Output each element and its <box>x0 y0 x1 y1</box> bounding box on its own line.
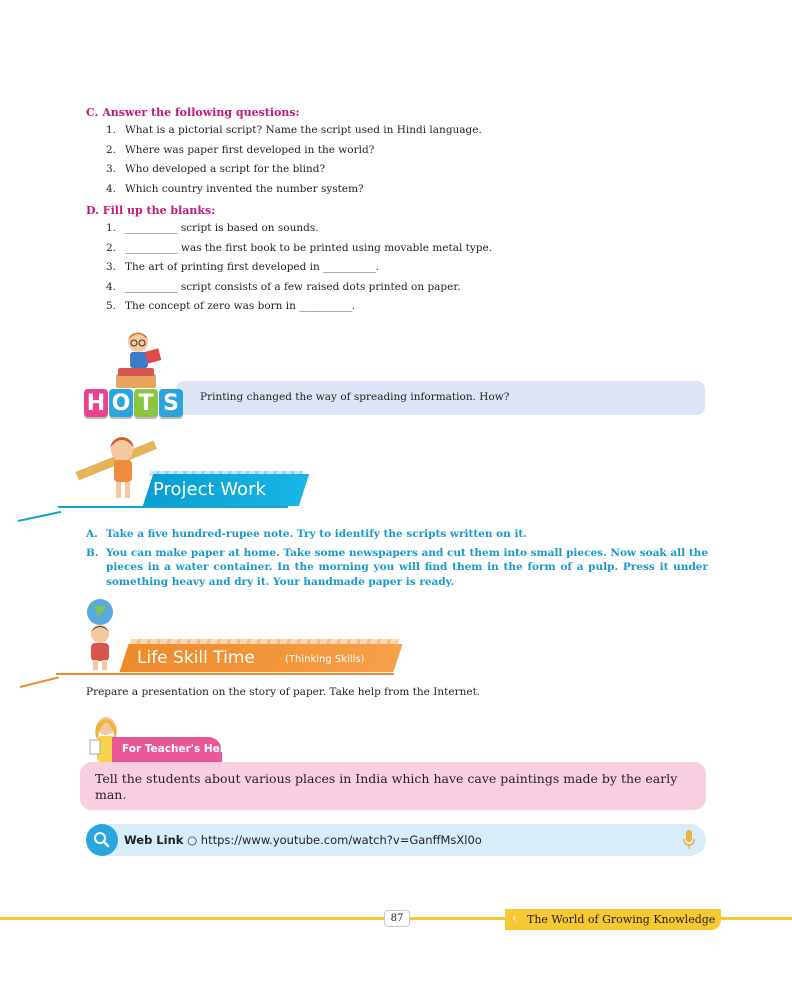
life-skill-title: Life Skill Time <box>137 648 255 668</box>
web-link-url[interactable]: https://www.youtube.com/watch?v=GanffMsXl0o <box>200 833 482 847</box>
search-icon <box>86 824 118 856</box>
section-c-heading: C. Answer the following questions: <box>86 106 300 119</box>
list-item <box>86 546 708 590</box>
microphone-icon[interactable] <box>682 829 696 851</box>
teacher-help-text: Tell the students about various places in India which have cave paintings made by the early man. <box>95 771 678 802</box>
search-button[interactable] <box>86 824 118 856</box>
child-with-globe-illustration <box>70 598 130 672</box>
section-d-heading: D. Fill up the blanks: <box>86 204 216 217</box>
hots-letter: T <box>134 389 158 417</box>
hots-logo <box>84 389 183 417</box>
list-item <box>106 141 482 161</box>
decor-line <box>18 511 61 522</box>
item-text: __________ script is based on sounds. <box>125 222 319 234</box>
bullet-circle-icon: ○ <box>187 833 201 847</box>
book-title: The World of Growing Knowledge <box>527 913 716 926</box>
reading-boy-illustration <box>108 328 172 392</box>
item-number: 2. <box>106 143 117 156</box>
item-text: Where was paper first developed in the world? <box>125 143 375 156</box>
footer-line <box>410 917 506 920</box>
section-c-questions <box>106 121 482 199</box>
list-item <box>86 527 708 542</box>
decor-line <box>20 676 59 688</box>
decor-line <box>58 506 288 508</box>
web-link-text <box>124 833 482 847</box>
page-number: 87 <box>384 910 410 927</box>
item-text: You can make paper at home. Take some newspapers and cut them into small pieces. Now soak all the pieces in a water container. In the morning you will find them in the form of a pulp. Press it under something heavy and dry it. Your handmade paper is ready. <box>106 546 708 588</box>
list-item <box>106 180 482 200</box>
chevron-left-icon: ‹ <box>512 911 517 925</box>
item-number: 1. <box>106 222 117 234</box>
list-item <box>106 239 492 259</box>
list-item <box>106 219 492 239</box>
project-work-title: Project Work <box>153 479 266 500</box>
hots-letter: H <box>84 389 108 417</box>
footer-line <box>0 917 384 920</box>
section-d-blanks <box>106 219 492 317</box>
list-item <box>106 278 492 298</box>
item-text: Which country invented the number system? <box>125 182 364 195</box>
item-number: 2. <box>106 241 117 254</box>
hots-letter: S <box>159 389 183 417</box>
item-text: __________ script consists of a few raised dots printed on paper. <box>125 280 461 293</box>
item-number: 4. <box>106 280 117 293</box>
footer-line <box>720 917 792 920</box>
decor-line <box>56 673 394 675</box>
item-number: 5. <box>106 300 117 312</box>
item-text: __________ was the first book to be printed using movable metal type. <box>125 241 493 254</box>
item-number: 4. <box>106 182 117 195</box>
item-number: 3. <box>106 163 117 175</box>
item-number: 3. <box>106 261 117 273</box>
list-item <box>106 121 482 141</box>
item-label: A. <box>86 528 98 540</box>
item-number: 1. <box>106 124 117 136</box>
teacher-help-label: For Teacher's Help <box>122 743 231 755</box>
list-item <box>106 258 492 278</box>
web-link-label: Web Link <box>124 833 184 847</box>
item-text: What is a pictorial script? Name the script used in Hindi language. <box>125 124 482 136</box>
hots-question: Printing changed the way of spreading information. How? <box>200 391 510 403</box>
item-text: Who developed a script for the blind? <box>125 163 326 175</box>
life-skill-subtitle: (Thinking Skills) <box>285 654 365 665</box>
item-text: Take a five hundred-rupee note. Try to identify the scripts written on it. <box>106 528 527 540</box>
project-work-list <box>86 527 708 589</box>
life-skill-text: Prepare a presentation on the story of paper. Take help from the Internet. <box>86 686 481 698</box>
hots-letter: O <box>109 389 133 417</box>
list-item <box>106 160 482 180</box>
item-text: The concept of zero was born in __________. <box>125 300 356 312</box>
list-item <box>106 297 492 317</box>
item-label: B. <box>86 546 99 559</box>
item-text: The art of printing first developed in __________. <box>125 261 379 273</box>
